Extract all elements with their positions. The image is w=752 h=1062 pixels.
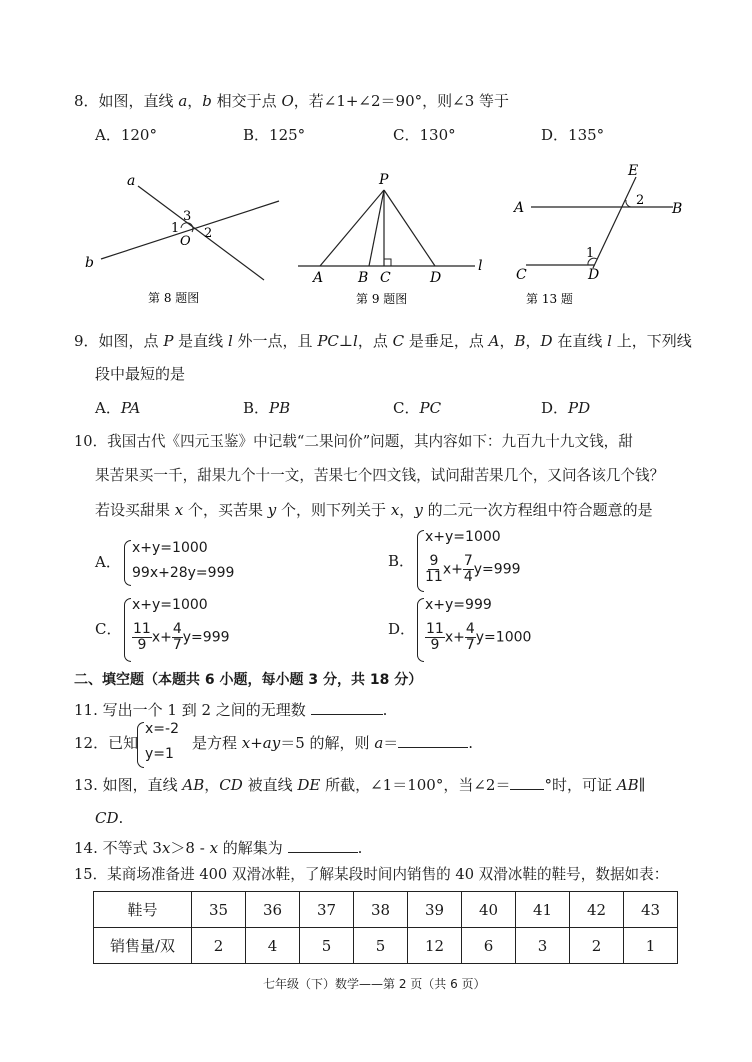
table-row [94, 892, 678, 928]
q10-option-d-label: D． [388, 620, 416, 638]
table-cell: 5 [300, 928, 354, 964]
table-cell: 36 [246, 892, 300, 928]
table-cell: 3 [516, 928, 570, 964]
figure-9 [298, 172, 482, 306]
brace-c [124, 598, 131, 662]
label-3: 3 [183, 209, 192, 224]
table-cell: 40 [462, 892, 516, 928]
q8-option-a: A．120° [95, 126, 157, 144]
line-de [593, 177, 636, 268]
segment-pa [320, 190, 384, 266]
caption-9: 第 9 题图 [356, 292, 408, 306]
q10-option-c-label: C． [95, 620, 122, 638]
q9-option-c: C．PC [393, 399, 442, 417]
table-cell: 35 [192, 892, 246, 928]
brace-b [417, 530, 424, 592]
q10-line1: 10．我国古代《四元玉鉴》中记载“二果问价”问题，其内容如下：九百九十九文钱，甜 [74, 433, 633, 450]
table-cell: 2 [570, 928, 624, 964]
shoe-size-table [93, 891, 678, 964]
q10-line3: 若设买甜果 x 个，买苦果 y 个，则下列关于 x，y 的二元一次方程组中符合题意的是 [95, 501, 653, 519]
q13-answer-blank[interactable] [510, 775, 544, 790]
q10-b-eq2: $\frac{9}{11}$ x+ $\frac{7}{4}$ y=999 [425, 553, 521, 585]
caption-8: 第 8 题图 [148, 291, 200, 305]
label-d9: D [430, 270, 442, 286]
table-cell: 12 [408, 928, 462, 964]
q11: 11. 写出一个 1 到 2 之间的无理数 . [74, 701, 388, 719]
label-a: a [127, 173, 136, 189]
q12-eq1: x=-2 [145, 721, 179, 737]
table-cell: 5 [354, 928, 408, 964]
line-a [138, 186, 264, 280]
q8-option-b: B．125° [243, 126, 306, 144]
label-o: O [180, 234, 191, 249]
figure-13 [512, 163, 682, 306]
label-c13: C [516, 267, 527, 283]
table-cell: 38 [354, 892, 408, 928]
label-a13: A [514, 200, 525, 216]
table-cell: 37 [300, 892, 354, 928]
q8-option-d: D．135° [541, 126, 605, 144]
table-cell: 42 [570, 892, 624, 928]
q14-answer-blank[interactable] [288, 838, 358, 853]
figure-8 [85, 173, 279, 305]
label-d13: D [588, 267, 600, 283]
q12-answer-blank[interactable] [398, 733, 468, 748]
brace-a [124, 540, 131, 586]
q12-rest: 是方程 x+ay＝5 的解，则 a＝ . [192, 734, 474, 752]
brace-d [417, 598, 424, 662]
label-2-13: 2 [636, 193, 645, 208]
q12-prefix: 12．已知 [74, 734, 139, 752]
table-cell: 销售量/双 [94, 928, 192, 964]
figures [0, 160, 752, 315]
label-c9: C [380, 270, 391, 286]
q9-line2: 段中最短的是 [95, 365, 186, 383]
right-angle-mark [384, 259, 391, 266]
q10-c-eq2: $\frac{11}{9}$ x+ $\frac{4}{7}$ y=999 [133, 621, 230, 653]
table-cell: 6 [462, 928, 516, 964]
label-b9: B [358, 270, 369, 286]
q10-a-eq1: x+y=1000 [132, 540, 208, 556]
q8-option-c: C．130° [393, 126, 456, 144]
segment-pb [369, 190, 384, 266]
q10-d-eq2: $\frac{11}{9}$ x+ $\frac{4}{7}$ y=1000 [426, 621, 532, 653]
q9-option-b: B．PB [243, 399, 291, 417]
q10-d-eq1: x+y=999 [425, 597, 492, 613]
q11-answer-blank[interactable] [311, 700, 383, 715]
q13-line1: 13. 如图，直线 AB，CD 被直线 DE 所截，∠1＝100°，当∠2＝ °时，可证 AB∥ [74, 776, 646, 794]
label-1-13: 1 [586, 246, 595, 261]
q10-line2: 果苦果买一千，甜果九个十一文，苦果七个四文钱，试问甜苦果几个，又问各该几个钱？ [95, 467, 665, 484]
table-cell: 2 [192, 928, 246, 964]
label-a9: A [313, 270, 324, 286]
table-cell: 鞋号 [94, 892, 192, 928]
q9-option-a: A．PA [95, 399, 141, 417]
label-e: E [628, 163, 639, 179]
brace-q12 [137, 722, 144, 768]
table-cell: 41 [516, 892, 570, 928]
table-cell: 39 [408, 892, 462, 928]
label-b13: B [672, 201, 683, 217]
section-2-heading: 二、填空题（本题共 6 小题，每小题 3 分，共 18 分） [74, 672, 423, 688]
angle-2-arc [626, 200, 631, 207]
label-1: 1 [171, 221, 180, 236]
caption-13: 第 13 题 [526, 292, 573, 306]
table-cell: 43 [624, 892, 678, 928]
q10-option-b-label: B． [388, 552, 415, 570]
label-l: l [478, 258, 483, 274]
q13-line2: CD. [95, 809, 124, 827]
q10-b-eq1: x+y=1000 [425, 529, 501, 545]
q9-option-d: D．PD [541, 399, 591, 417]
q10-a-eq2: 99x+28y=999 [132, 565, 235, 581]
q14: 14. 不等式 3x＞8 - x 的解集为 . [74, 839, 363, 857]
q15-stem: 15．某商场准备进 400 双滑冰鞋，了解某段时间内销售的 40 双滑冰鞋的鞋号，数据如表： [74, 866, 669, 883]
q8-stem: 8．如图，直线 a，b 相交于点 O，若∠1+∠2＝90°，则∠3 等于 [74, 92, 510, 110]
q9-line1: 9．如图，点 P 是直线 l 外一点，且 PC⊥l，点 C 是垂足，点 A，B，D 在直线 l 上，下列线 [74, 332, 692, 350]
label-b: b [85, 255, 94, 271]
table-cell: 1 [624, 928, 678, 964]
label-2: 2 [204, 226, 213, 241]
label-p: P [379, 172, 389, 188]
q12-eq2: y=1 [145, 746, 174, 762]
q10-c-eq1: x+y=1000 [132, 597, 208, 613]
page-footer: 七年级（下）数学——第 2 页（共 6 页） [263, 977, 486, 991]
segment-pd [384, 190, 435, 266]
q10-option-a-label: A． [95, 553, 121, 571]
table-row [94, 928, 678, 964]
table-cell: 4 [246, 928, 300, 964]
